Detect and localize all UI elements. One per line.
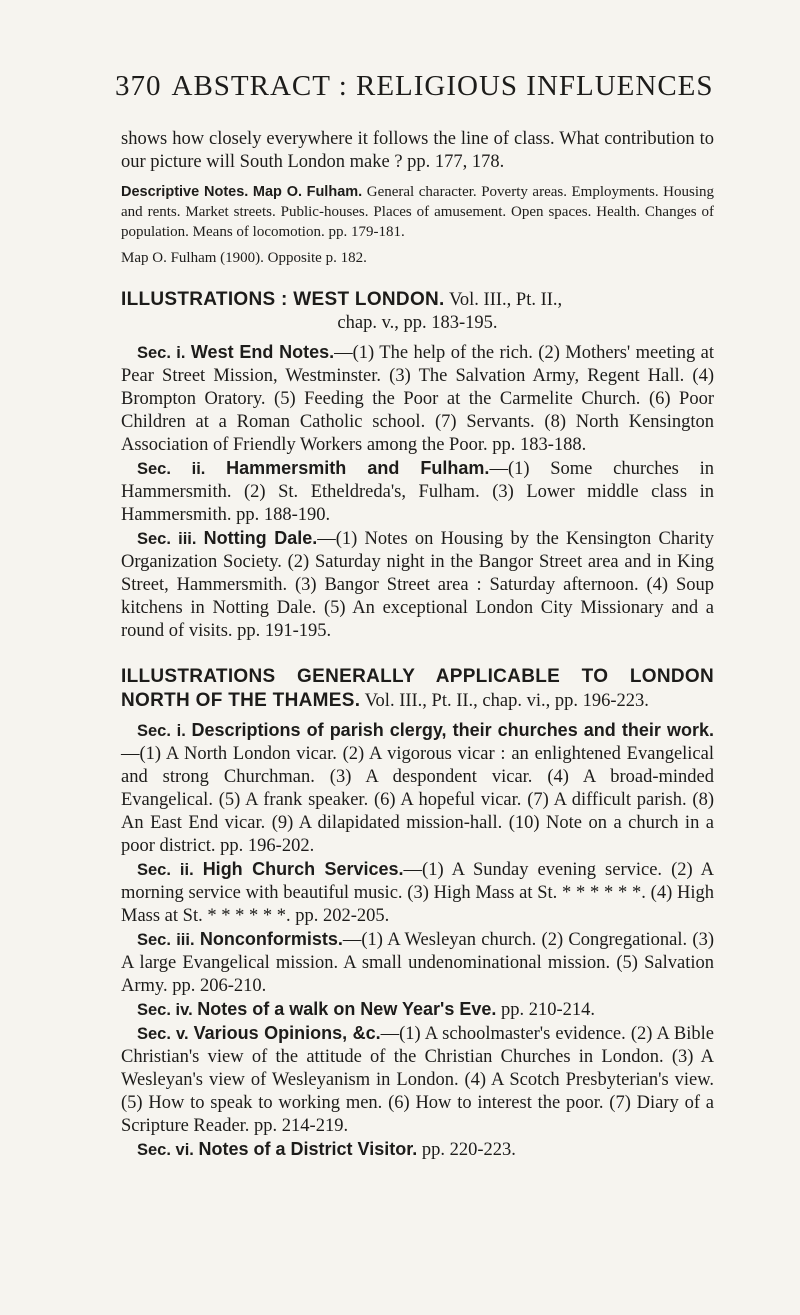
section-label: Sec. i. xyxy=(137,722,186,740)
north-section-3 xyxy=(121,928,714,998)
running-head xyxy=(115,72,715,101)
section-title: Notting Dale. xyxy=(203,528,318,548)
north-thames-heading xyxy=(121,665,714,713)
north-section-6 xyxy=(121,1138,714,1162)
section-label: Sec. iv. xyxy=(137,1001,193,1019)
section-text: —(1) The help of the rich. (2) Mothers' meeting at Pear Street Mission, Westminster. (3) The Salvation Army, Regent Hall. (4) Brompton Oratory. (5) Feeding the Poor at the Carmelite Church. (6) Poor Children at a Roman Catholic school. (7) Servants. (8) North Kensington Association of Friendly Workers among the Poor. pp. 183-188. xyxy=(121,343,714,455)
west-london-heading-line2: chap. v., pp. 183-195. xyxy=(337,313,498,333)
section-label: Sec. ii. xyxy=(137,460,206,478)
north-thames-heading-ref: Vol. III., Pt. II., chap. vi., pp. 196-223. xyxy=(364,691,649,711)
section-title: Hammersmith and Fulham. xyxy=(226,458,490,478)
map-note: Map O. Fulham (1900). Opposite p. 182. xyxy=(121,250,367,266)
section-title: West End Notes. xyxy=(190,342,335,362)
section-label: Sec. v. xyxy=(137,1025,189,1043)
page-title: ABSTRACT : RELIGIOUS INFLUENCES xyxy=(171,70,714,102)
intro-paragraph: shows how closely everywhere it follows the line of class. What contribution to our picture will South London make ? pp. 177, 178. xyxy=(121,129,714,172)
section-text: —(1) Notes on Housing by the Kensington Charity Organization Society. (2) Saturday night in the Bangor Street area and in King Street, Hammersmith. (3) Bangor Street area : Saturday afternoon. (4) Soup kitchens in Notting Dale. (5) An exceptional London City Missionary and a round of visits. pp. 191-195. xyxy=(121,529,715,641)
section-title: Notes of a District Visitor. xyxy=(198,1139,418,1159)
descriptive-notes-text: General character. Poverty areas. Employments. Housing and rents. Market streets. Public-houses. Places of amusement. Open spaces. Health. Changes of population. Means of locomotion. pp. 179-181. xyxy=(121,184,714,240)
north-section-4 xyxy=(121,998,714,1022)
descriptive-notes-map-place: Fulham. xyxy=(306,184,363,200)
section-text: —(1) A Wesleyan church. (2) Congregational. (3) A large Evangelical mission. A small undenominational mission. (5) Salvation Army. pp. 206-210. xyxy=(121,930,714,996)
section-title: Notes of a walk on New Year's Eve. xyxy=(197,999,497,1019)
section-text: pp. 220-223. xyxy=(417,1140,516,1160)
north-section-1 xyxy=(121,719,714,858)
west-section-2 xyxy=(121,457,714,527)
west-london-heading-title: ILLUSTRATIONS : WEST LONDON. xyxy=(121,289,445,310)
section-text: pp. 210-214. xyxy=(496,1000,596,1020)
descriptive-notes-label: Descriptive Notes. xyxy=(121,184,249,200)
section-title: Various Opinions, &c. xyxy=(193,1023,381,1043)
descriptive-notes-map-label: Map O. xyxy=(252,184,303,200)
section-label: Sec. iii. xyxy=(137,530,197,548)
section-label: Sec. iii. xyxy=(137,931,195,949)
section-label: Sec. ii. xyxy=(137,861,194,879)
page-number: 370 xyxy=(115,70,162,102)
section-text: —(1) A Sunday evening service. (2) A morning service with beautiful music. (3) High Mass at St. * * * * * *. (4) High Mass at St. * * * * * *. pp. 202-205. xyxy=(121,860,714,926)
west-section-3 xyxy=(121,527,714,643)
section-title: High Church Services. xyxy=(202,859,404,879)
section-text: —(1) A North London vicar. (2) A vigorous vicar : an enlightened Evangelical and strong Churchman. (3) A despondent vicar. (4) A broad-minded Evangelical. (5) A frank speaker. (6) A hopeful vicar. (7) A difficult parish. (8) An East End vicar. (9) A dilapidated mission-hall. (10) Note on a church in a poor district. pp. 196-202. xyxy=(121,744,714,856)
section-title: Descriptions of parish clergy, their churches and their work. xyxy=(191,720,714,740)
north-section-2 xyxy=(121,858,714,928)
west-london-heading xyxy=(121,288,714,335)
west-london-heading-ref: Vol. III., Pt. II., xyxy=(448,290,563,310)
section-label: Sec. i. xyxy=(137,344,186,362)
section-label: Sec. vi. xyxy=(137,1141,194,1159)
section-text: —(1) A schoolmaster's evidence. (2) A Bible Christian's view of the attitude of the Christian Churches in London. (3) A Wesleyan's view of Wesleyanism in London. (4) A Scotch Presbyterian's view. (5) How to speak to working men. (6) How to interest the poor. (7) Diary of a Scripture Reader. pp. 214-219. xyxy=(121,1024,714,1136)
descriptive-notes xyxy=(121,182,714,242)
north-section-5 xyxy=(121,1022,714,1138)
page-body xyxy=(121,128,714,1162)
north-thames-heading-title: ILLUSTRATIONS GENERALLY APPLICABLE TO LONDON NORTH OF THE THAMES. xyxy=(121,666,714,711)
west-section-1 xyxy=(121,341,714,457)
section-title: Nonconformists. xyxy=(199,929,343,949)
section-text: —(1) Some churches in Hammersmith. (2) St. Etheldreda's, Fulham. (3) Lower middle class in Hammersmith. pp. 188-190. xyxy=(121,459,715,525)
